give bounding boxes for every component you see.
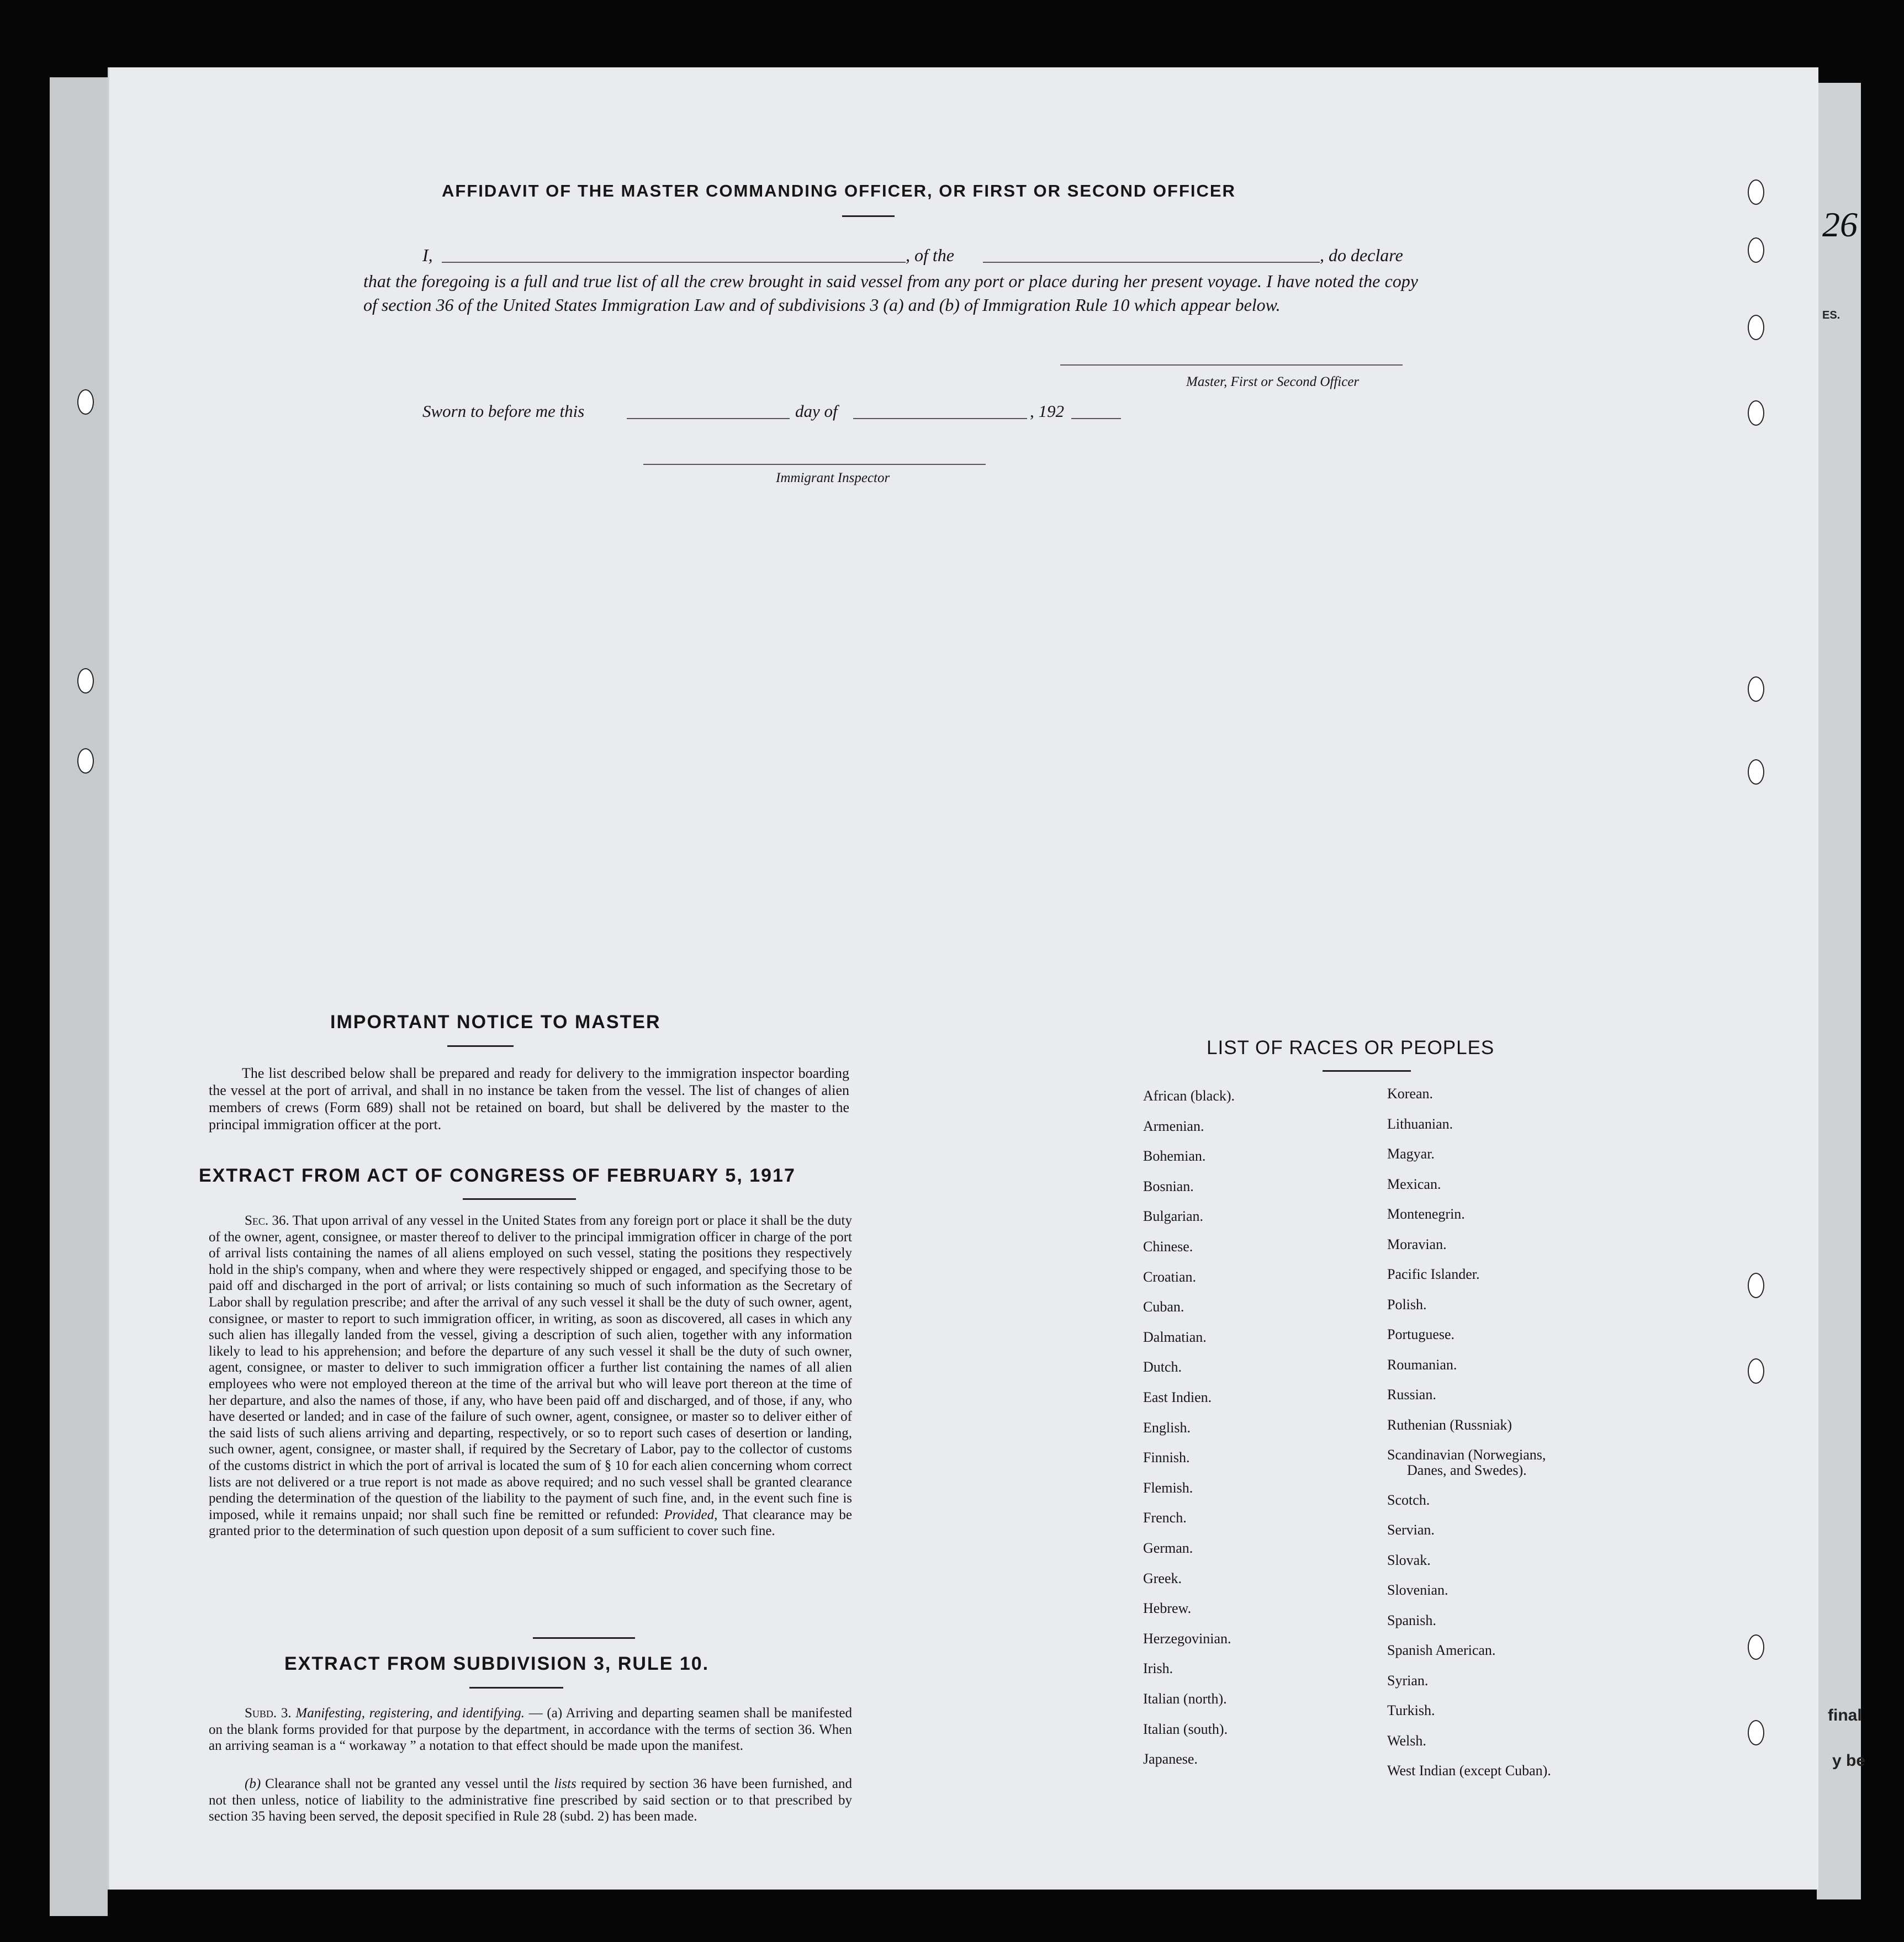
rule-b-body <box>209 1776 852 1825</box>
race-item: Greek. <box>1143 1570 1182 1586</box>
inspector-label: Immigrant Inspector <box>776 470 890 485</box>
act-rule <box>463 1198 576 1200</box>
race-item: Spanish American. <box>1387 1642 1496 1658</box>
race-item: Hebrew. <box>1143 1600 1192 1617</box>
notice-rule <box>447 1045 514 1047</box>
race-item: West Indian (except Cuban). <box>1387 1763 1551 1779</box>
race-item: Ruthenian (Russniak) <box>1387 1416 1512 1433</box>
race-item: Magyar. <box>1387 1146 1435 1162</box>
document-page <box>108 67 1818 1890</box>
act-text: That upon arrival of any vessel in the United States from any foreign port or place it shall be the duty of the owner, agent, consignee, or master thereof to deliver to the principal immigration officer in charge of the port of arrival lists containing the names of all aliens employed on such vessel, stating the positions they respectively hold in the ship's company, when and where they were respectively shipped or engaged, and specifying those to be paid off and discharged in the port of arrival; or lists containing so much of such information as the Secretary of Labor shall by regulation prescribe; and after the arrival of any such vessel it shall be the duty of such owner, agent, consignee, or master to report to such immigration officer, in writing, as soon as discovered, all cases in which any such alien has illegally landed from the vessel, giving a description of such alien, together with any information likely to lead to his apprehension; and before the departure of any such vessel it shall be the duty of such owner, agent, consignee, or master to deliver to such immigration officer a further list containing the names of all alien employees who were not employed thereon at the time of the arrival but who will leave port thereon at the time of her departure, and also the names of those, if any, who have been paid off and discharged, and of those, if any, who have deserted or landed; and in case of the failure of such owner, agent, consignee, or master so to deliver either of the said lists of such aliens arriving and departing, respectively, or so to report such cases of desertion or landing, such owner, agent, consignee, or master shall, if required by the Secretary of Labor, pay to the collector of customs of the customs district in which the port of arrival is located the sum of § 10 for each alien concerning whom correct lists are not delivered or a true report is not made as above required; and no such vessel shall be granted clearance pending the determination of the question of the liability to the payment of such fine, and, in the event such fine is imposed, while it remains unpaid; nor shall such fine be remitted or refunded: <box>209 1213 852 1522</box>
edge-fragment: ES. <box>1822 309 1840 321</box>
race-item: Bosnian. <box>1143 1178 1194 1194</box>
punch-hole <box>1748 315 1764 340</box>
race-item: Russian. <box>1387 1387 1436 1403</box>
affidavit-i: I, <box>422 245 433 265</box>
punch-hole <box>77 668 94 694</box>
underlying-page-edge <box>1817 83 1861 1899</box>
affidavit-declare: , do declare <box>1320 245 1403 265</box>
act-end-rule <box>533 1637 635 1639</box>
race-item: Scotch. <box>1387 1491 1430 1508</box>
race-item: Italian (south). <box>1143 1721 1228 1737</box>
race-item: Turkish. <box>1387 1702 1435 1718</box>
day-blank <box>627 418 790 419</box>
punch-hole <box>1748 1358 1764 1384</box>
race-item: Bohemian. <box>1143 1148 1206 1165</box>
race-item: Korean. <box>1387 1086 1434 1102</box>
signature-label: Master, First or Second Officer <box>1186 374 1360 389</box>
rule-rule <box>469 1687 563 1689</box>
race-item: Welsh. <box>1387 1732 1426 1749</box>
act-body <box>209 1213 852 1539</box>
punch-hole <box>77 748 94 774</box>
rule-b-label: (b) <box>245 1776 261 1791</box>
race-item: Slovenian. <box>1387 1582 1448 1598</box>
race-item: Dutch. <box>1143 1359 1182 1375</box>
race-item: Finnish. <box>1143 1449 1190 1466</box>
act-sec-label: Sec. 36. <box>245 1213 289 1228</box>
race-item: English. <box>1143 1419 1191 1436</box>
punch-hole <box>1748 179 1764 205</box>
race-item: Italian (north). <box>1143 1691 1227 1707</box>
race-item: Japanese. <box>1143 1751 1198 1768</box>
inspector-line <box>643 464 986 465</box>
act-title: EXTRACT FROM ACT OF CONGRESS OF FEBRUARY 5, 1917 <box>199 1165 796 1186</box>
notice-body: The list described below shall be prepared and ready for delivery to the immigration inspector boarding the vessel at the port of arrival, and shall in no instance be taken from the vessel. The list of changes of alien members of crews (Form 689) shall not be retained on board, but shall be delivered by the master to the principal immigration officer at the port. <box>209 1065 849 1133</box>
act-text-end: That clearance may be granted prior to the determination of such question upon deposit of a sum sufficient to cover such fine. <box>209 1507 852 1539</box>
rule-title: EXTRACT FROM SUBDIVISION 3, RULE 10. <box>284 1653 710 1674</box>
rule-a-label: — (a) <box>528 1706 563 1721</box>
affidavit-body: that the foregoing is a full and true list of all the crew brought in said vessel from any port or place during her present voyage. I have noted the copy of section 36 of the United States Immigration Law and of subdivisions 3 (a) and (b) of Immigration Rule 10 which appear below. <box>363 271 1418 315</box>
race-item: Portuguese. <box>1387 1326 1455 1342</box>
race-item: East Indien. <box>1143 1389 1212 1405</box>
race-item: Bulgarian. <box>1143 1208 1204 1225</box>
race-item: Croatian. <box>1143 1268 1197 1285</box>
race-item: Pacific Islander. <box>1387 1266 1480 1282</box>
race-item: French. <box>1143 1510 1187 1526</box>
punch-hole <box>1748 676 1764 702</box>
underlying-page-strip <box>50 77 108 1916</box>
races-title: LIST OF RACES OR PEOPLES <box>1207 1037 1495 1059</box>
race-item: Herzegovinian. <box>1143 1630 1231 1647</box>
punch-hole <box>1748 1273 1764 1298</box>
race-item: Dalmatian. <box>1143 1329 1207 1345</box>
race-item: Syrian. <box>1387 1672 1429 1689</box>
race-item: Lithuanian. <box>1387 1115 1453 1132</box>
rule-b-text: Clearance shall not be granted any vessel until the <box>265 1776 550 1791</box>
race-item: Roumanian. <box>1387 1356 1457 1373</box>
year-blank <box>1071 418 1121 419</box>
race-item: Moravian. <box>1387 1236 1447 1252</box>
punch-hole <box>1748 759 1764 785</box>
act-provided: Provided, <box>664 1507 718 1522</box>
month-blank <box>853 418 1027 419</box>
race-item: German. <box>1143 1540 1193 1556</box>
race-item: Cuban. <box>1143 1299 1184 1315</box>
race-item: Chinese. <box>1143 1239 1193 1255</box>
race-item: Montenegrin. <box>1387 1206 1465 1222</box>
punch-hole <box>1748 1720 1764 1745</box>
edge-fragment: y be <box>1832 1751 1866 1770</box>
race-item: Irish. <box>1143 1660 1173 1677</box>
punch-hole <box>1748 1634 1764 1660</box>
signature-line <box>1060 364 1403 366</box>
affidavit-of-the: , of the <box>906 245 954 265</box>
race-item: Mexican. <box>1387 1176 1441 1192</box>
edge-fragment: final <box>1828 1706 1862 1724</box>
sworn-text: Sworn to before me this <box>422 401 585 421</box>
races-rule <box>1323 1070 1411 1072</box>
race-item: Danes, and Swedes). <box>1407 1462 1527 1478</box>
rule-b-lists: lists <box>554 1776 577 1791</box>
page-number: 26 <box>1822 205 1858 244</box>
punch-hole <box>1748 237 1764 263</box>
rule-b-text-2: required by section 36 have been furnished, and not then unless, notice of liability to the administrative fine prescribed by said section or to that prescribed by section 35 having been served, the deposit specified in Rule 28 (subd. 2) has been made. <box>209 1776 853 1824</box>
race-item: Polish. <box>1387 1296 1427 1313</box>
race-item: Slovak. <box>1387 1552 1431 1568</box>
rule-subd-label: Subd. 3. <box>245 1706 292 1721</box>
title-rule <box>842 215 895 217</box>
race-item: Servian. <box>1387 1522 1435 1538</box>
race-item: Flemish. <box>1143 1479 1193 1496</box>
rule-a-body <box>209 1705 852 1754</box>
race-item: Spanish. <box>1387 1612 1436 1628</box>
affidavit-title: AFFIDAVIT OF THE MASTER COMMANDING OFFICER, OR FIRST OR SECOND OFFICER <box>442 181 1236 200</box>
rule-a-text: Arriving and departing seamen shall be manifested on the blank forms provided for that purpose by the department, in accordance with the terms of section 36. When an arriving seaman is a “ workaway ” a notation to that effect should be made upon the manifest. <box>209 1706 852 1754</box>
name-blank <box>442 262 906 263</box>
race-item: Scandinavian (Norwegians, <box>1387 1447 1546 1463</box>
day-of-text: day of <box>795 401 838 421</box>
punch-hole <box>77 389 94 415</box>
race-item: Armenian. <box>1143 1118 1204 1134</box>
race-item: African (black). <box>1143 1088 1235 1104</box>
rule-subd-heading: Manifesting, registering, and identifying. <box>295 1706 525 1721</box>
notice-title: IMPORTANT NOTICE TO MASTER <box>330 1012 661 1033</box>
vessel-blank <box>983 262 1320 263</box>
year-text: , 192 <box>1030 401 1064 421</box>
punch-hole <box>1748 400 1764 426</box>
